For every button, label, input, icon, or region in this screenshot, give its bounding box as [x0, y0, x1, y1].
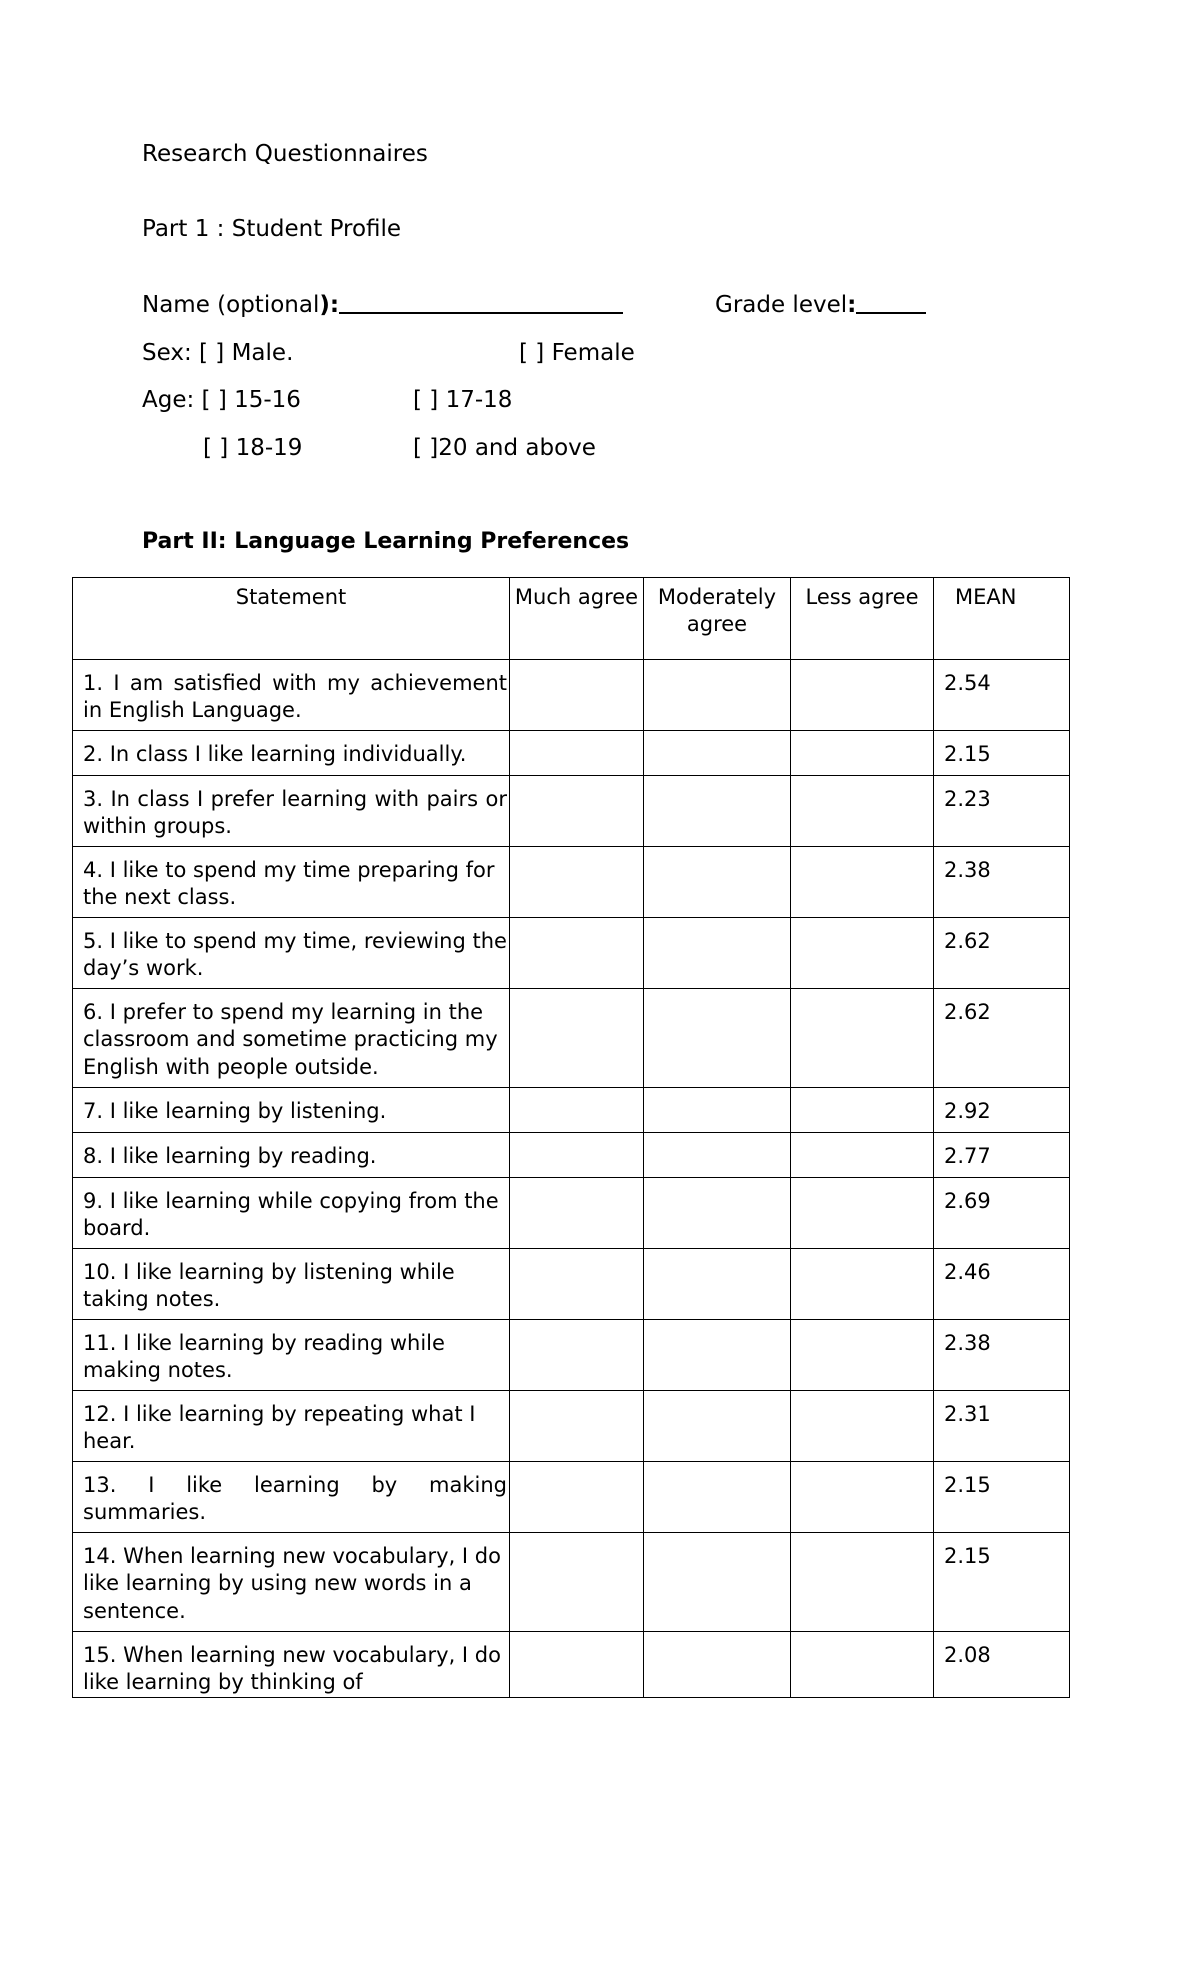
table-row [73, 1178, 1070, 1249]
sex-female-option[interactable]: [ ] Female [519, 340, 635, 366]
statement-cell: 12. I like learning by repeating what I hear. [73, 1391, 510, 1462]
statement-cell: 3. In class I prefer learning with pairs or within groups. [73, 776, 510, 847]
age-option-17-18[interactable]: [ ] 17-18 [413, 387, 513, 413]
mean-cell: 2.77 [934, 1133, 1070, 1178]
mean-cell: 2.54 [934, 660, 1070, 731]
moderately-agree-cell[interactable] [644, 1249, 791, 1320]
statement-cell: 8. I like learning by reading. [73, 1133, 510, 1178]
preferences-table [72, 577, 1070, 1698]
moderately-agree-cell[interactable] [644, 989, 791, 1088]
much-agree-cell[interactable] [510, 847, 644, 918]
moderately-agree-cell[interactable] [644, 1320, 791, 1391]
table-row [73, 918, 1070, 989]
mean-cell: 2.46 [934, 1249, 1070, 1320]
table-row [73, 847, 1070, 918]
age-option-15-16[interactable]: Age: [ ] 15-16 [142, 387, 301, 413]
much-agree-cell[interactable] [510, 918, 644, 989]
moderately-agree-cell[interactable] [644, 1462, 791, 1533]
grade-level-blank-line[interactable] [856, 311, 926, 314]
moderately-agree-cell[interactable] [644, 1391, 791, 1462]
statement-cell: 5. I like to spend my time, reviewing the day’s work. [73, 918, 510, 989]
grade-level-label: Grade level [715, 292, 848, 318]
mean-cell: 2.62 [934, 918, 1070, 989]
part2-heading: Part II: Language Learning Preferences [142, 529, 630, 554]
statement-cell: 14. When learning new vocabulary, I do like learning by using new words in a sentence. [73, 1533, 510, 1632]
table-row [73, 660, 1070, 731]
much-agree-cell[interactable] [510, 660, 644, 731]
name-label: Name (optional [142, 292, 320, 318]
document-title: Research Questionnaires [142, 141, 428, 167]
less-agree-cell[interactable] [791, 1462, 934, 1533]
much-agree-cell[interactable] [510, 1533, 644, 1632]
statement-cell: 10. I like learning by listening while taking notes. [73, 1249, 510, 1320]
much-agree-cell[interactable] [510, 1088, 644, 1133]
much-agree-cell[interactable] [510, 1462, 644, 1533]
table-row [73, 1320, 1070, 1391]
much-agree-cell[interactable] [510, 1632, 644, 1698]
statement-cell: 13. I like learning by making summaries. [73, 1462, 510, 1533]
grade-level-colon: : [847, 292, 857, 318]
less-agree-cell[interactable] [791, 1249, 934, 1320]
much-agree-cell[interactable] [510, 989, 644, 1088]
less-agree-cell[interactable] [791, 989, 934, 1088]
statement-cell: 2. In class I like learning individually. [73, 731, 510, 776]
name-blank-line[interactable] [339, 311, 623, 314]
moderately-agree-cell[interactable] [644, 918, 791, 989]
mean-cell: 2.62 [934, 989, 1070, 1088]
much-agree-cell[interactable] [510, 1320, 644, 1391]
statement-cell: 9. I like learning while copying from the board. [73, 1178, 510, 1249]
less-agree-cell[interactable] [791, 1632, 934, 1698]
moderately-agree-cell[interactable] [644, 1088, 791, 1133]
much-agree-cell[interactable] [510, 1133, 644, 1178]
statement-cell: 15. When learning new vocabulary, I do like learning by thinking of [73, 1632, 510, 1698]
sex-male-option[interactable]: Sex: [ ] Male. [142, 340, 294, 366]
less-agree-cell[interactable] [791, 1088, 934, 1133]
less-agree-cell[interactable] [791, 731, 934, 776]
mean-cell: 2.69 [934, 1178, 1070, 1249]
moderately-agree-cell[interactable] [644, 1133, 791, 1178]
mean-cell: 2.38 [934, 1320, 1070, 1391]
age-option-20-above[interactable]: [ ]20 and above [413, 435, 596, 461]
table-header-row [73, 578, 1070, 660]
moderately-agree-cell[interactable] [644, 731, 791, 776]
name-field[interactable] [142, 292, 623, 320]
less-agree-cell[interactable] [791, 660, 934, 731]
mean-cell: 2.23 [934, 776, 1070, 847]
mean-cell: 2.15 [934, 1533, 1070, 1632]
table-row [73, 1462, 1070, 1533]
much-agree-cell[interactable] [510, 1391, 644, 1462]
statement-cell: 7. I like learning by listening. [73, 1088, 510, 1133]
moderately-agree-cell[interactable] [644, 1533, 791, 1632]
statement-cell: 11. I like learning by reading while making notes. [73, 1320, 510, 1391]
statement-cell: 4. I like to spend my time preparing for the next class. [73, 847, 510, 918]
header-statement: Statement [73, 578, 510, 660]
table-row [73, 1088, 1070, 1133]
less-agree-cell[interactable] [791, 1391, 934, 1462]
much-agree-cell[interactable] [510, 1249, 644, 1320]
grade-level-field[interactable] [715, 292, 926, 320]
part1-heading: Part 1 : Student Profile [142, 216, 402, 242]
table-row [73, 1533, 1070, 1632]
less-agree-cell[interactable] [791, 1178, 934, 1249]
header-much-agree: Much agree [510, 578, 644, 660]
age-option-18-19[interactable]: [ ] 18-19 [203, 435, 303, 461]
table-row [73, 731, 1070, 776]
mean-cell: 2.31 [934, 1391, 1070, 1462]
mean-cell: 2.15 [934, 731, 1070, 776]
moderately-agree-cell[interactable] [644, 660, 791, 731]
much-agree-cell[interactable] [510, 1178, 644, 1249]
less-agree-cell[interactable] [791, 1133, 934, 1178]
header-less-agree: Less agree [791, 578, 934, 660]
mean-cell: 2.38 [934, 847, 1070, 918]
mean-cell: 2.08 [934, 1632, 1070, 1698]
statement-cell: 1. I am satisfied with my achievement in English Language. [73, 660, 510, 731]
table-row [73, 1249, 1070, 1320]
less-agree-cell[interactable] [791, 1320, 934, 1391]
moderately-agree-cell[interactable] [644, 1178, 791, 1249]
table-row [73, 776, 1070, 847]
mean-cell: 2.92 [934, 1088, 1070, 1133]
table-row [73, 1133, 1070, 1178]
much-agree-cell[interactable] [510, 776, 644, 847]
header-mean: MEAN [934, 578, 1070, 660]
less-agree-cell[interactable] [791, 1533, 934, 1632]
moderately-agree-cell[interactable] [644, 776, 791, 847]
table-row [73, 989, 1070, 1088]
mean-cell: 2.15 [934, 1462, 1070, 1533]
much-agree-cell[interactable] [510, 731, 644, 776]
name-label-colon: ): [319, 292, 340, 318]
statement-cell: 6. I prefer to spend my learning in the classroom and sometime practicing my English with people outside. [73, 989, 510, 1088]
less-agree-cell[interactable] [791, 918, 934, 989]
moderately-agree-cell[interactable] [644, 847, 791, 918]
header-moderately-agree: Moderately agree [644, 578, 791, 660]
moderately-agree-cell[interactable] [644, 1632, 791, 1698]
table-row [73, 1632, 1070, 1698]
less-agree-cell[interactable] [791, 776, 934, 847]
table-row [73, 1391, 1070, 1462]
less-agree-cell[interactable] [791, 847, 934, 918]
